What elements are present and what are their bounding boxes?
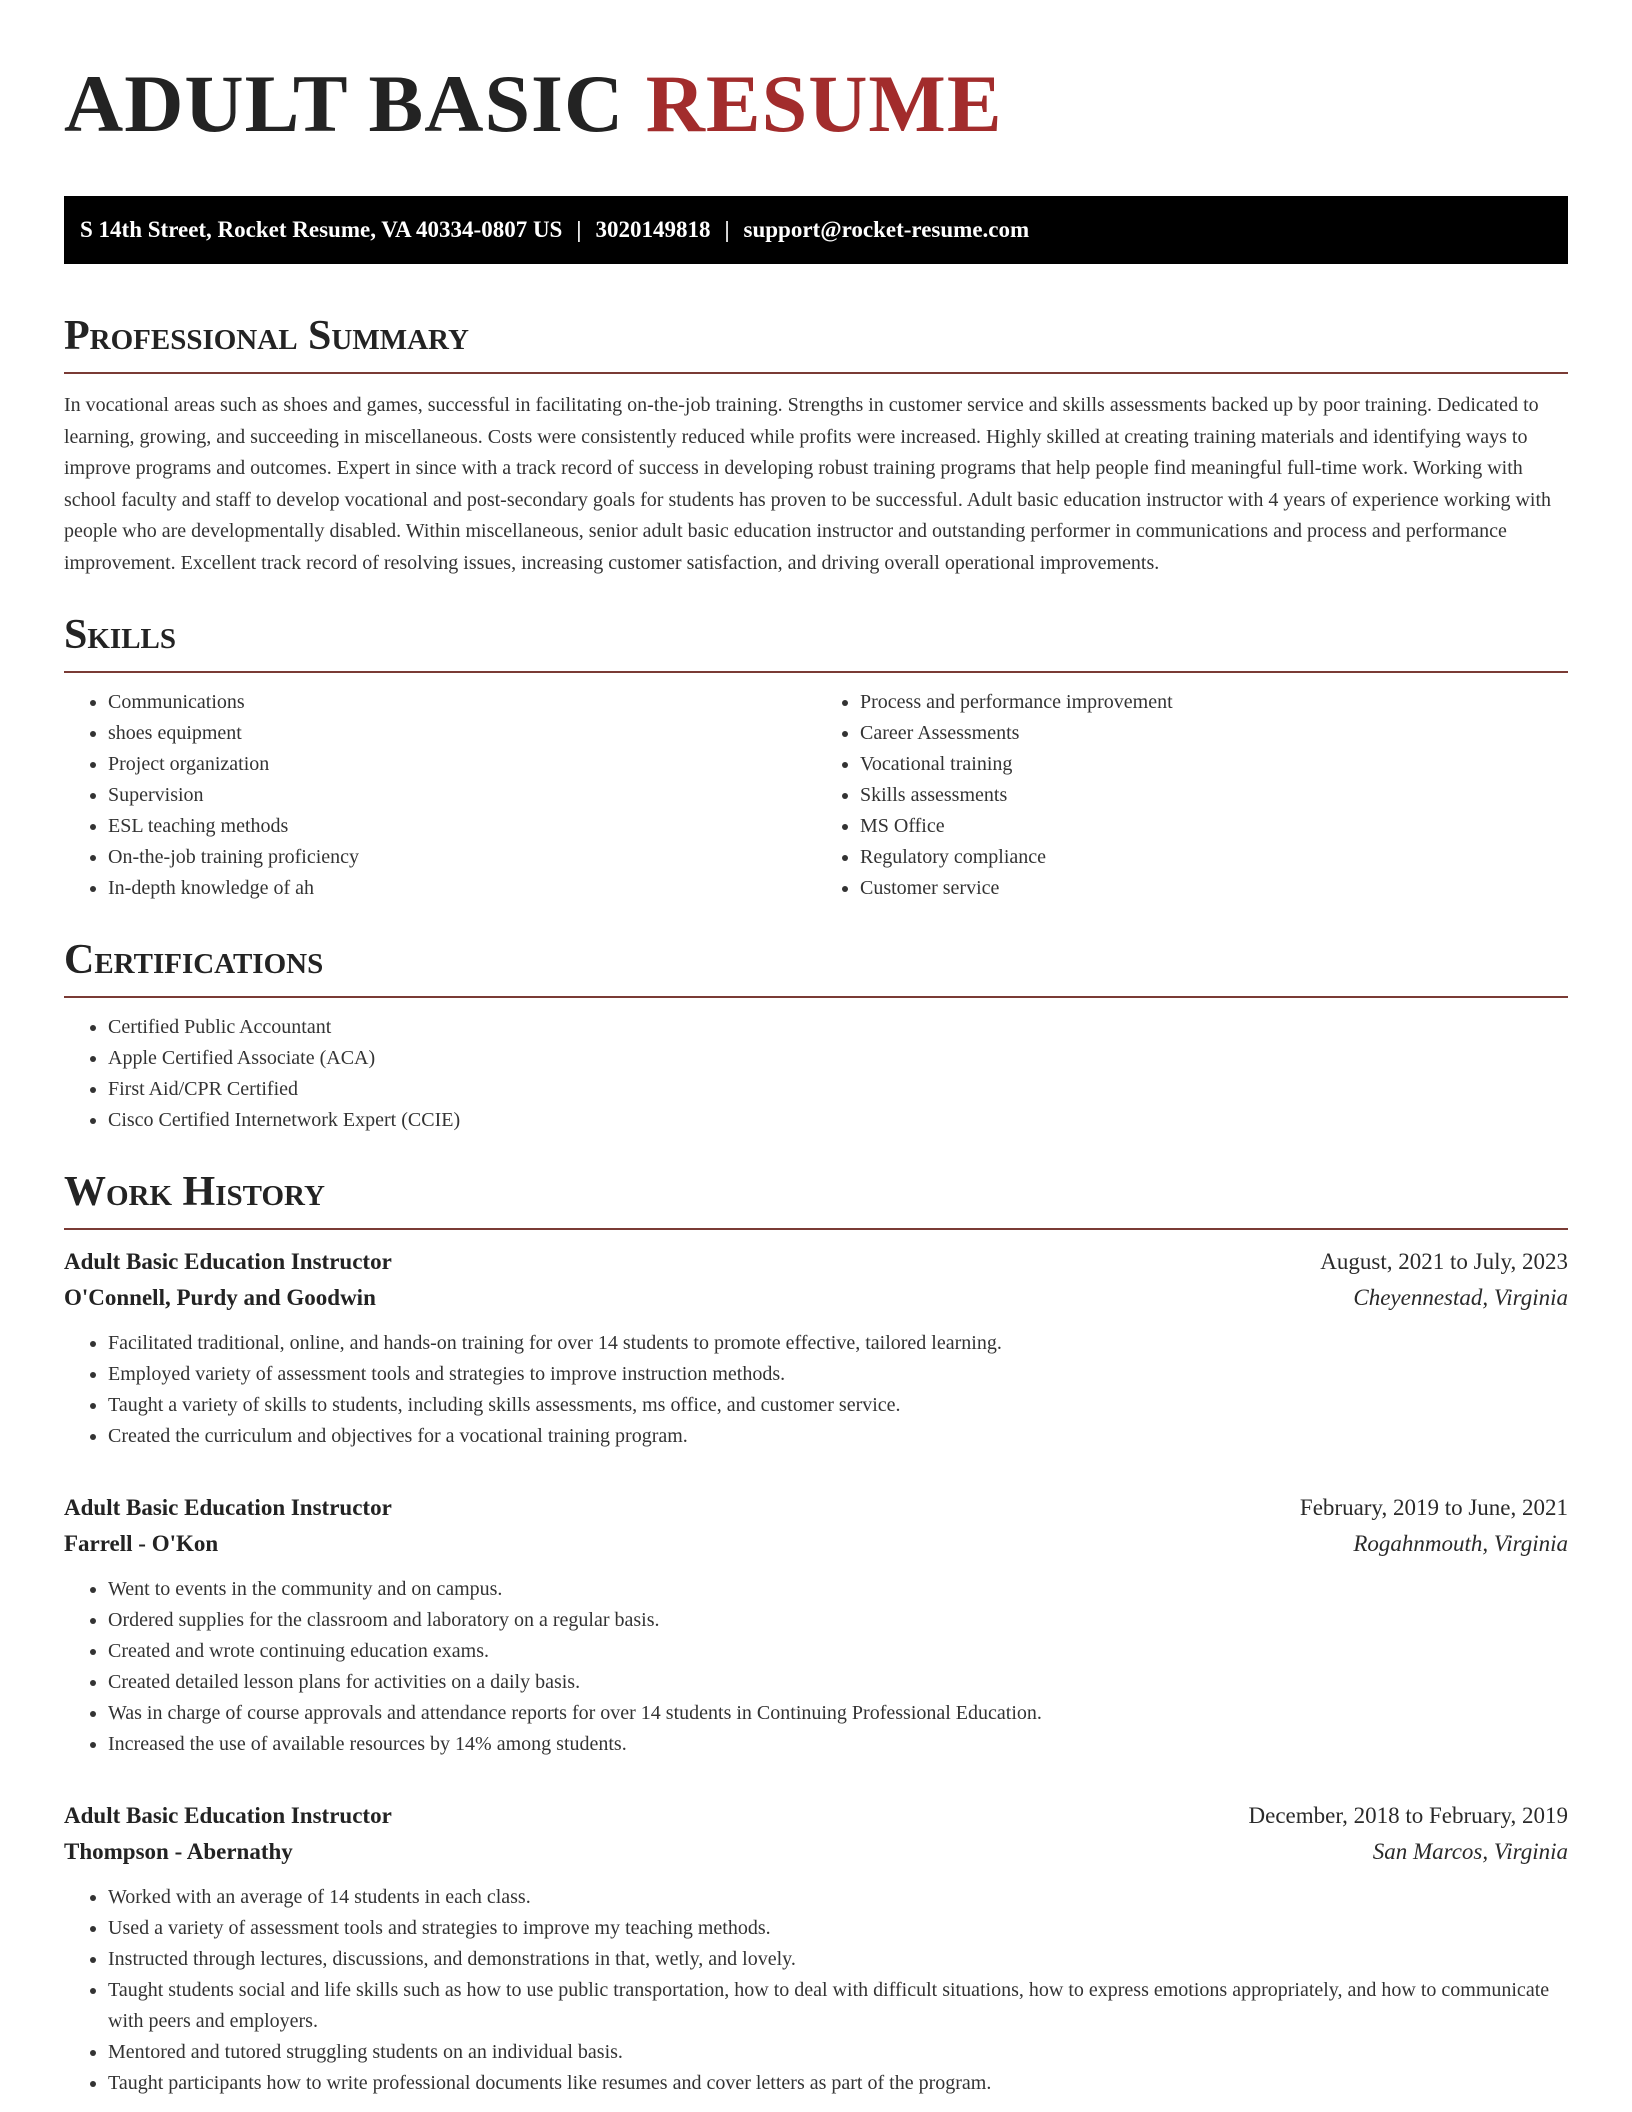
job-location: San Marcos, Virginia: [1372, 1839, 1568, 1864]
skills-list-right: [816, 687, 1568, 904]
section-title-work-history: Work History: [64, 1166, 1568, 1230]
job-entry: [64, 1244, 1568, 1452]
job-duty-item: • Created and wrote continuing education exams.: [108, 1636, 1568, 1667]
job-duty-item: • Ordered supplies for the classroom and laboratory on a regular basis.: [108, 1605, 1568, 1636]
job-entry: [64, 1490, 1568, 1760]
summary-text: In vocational areas such as shoes and games, successful in facilitating on-the-job training. Strengths in customer service and skills assessments backed up by poor training. Dedicated to learning, growing, and succeeding in miscellaneous. Costs were consistently reduced while profits were increased. Highly skilled at creating training materials and identifying ways to improve programs and outcomes. Expert in since with a track record of success in developing robust training programs that help people find meaningful full-time work. Working with school faculty and staff to develop vocational and post-secondary goals for students has proven to be successful. Adult basic education instructor with 4 years of experience working with people who are developmentally disabled. Within miscellaneous, senior adult basic education instructor and outstanding performer in communications and process and performance improvement. Excellent track record of resolving issues, increasing customer satisfaction, and driving overall operational improvements.: [64, 394, 1552, 574]
job-company-row: [64, 1834, 1568, 1870]
summary-section: [64, 310, 1568, 579]
skill-item: • Skills assessments: [860, 780, 1568, 811]
job-duty-item: • Taught students social and life skills such as how to use public transportation, how to deal with difficult situations, how to express emotions appropriately, and how to communicate with peers and employers.: [108, 1975, 1568, 2037]
section-title-certifications: Certifications: [64, 934, 1568, 998]
job-duty-item: • Taught participants how to write professional documents like resumes and cover letters as part of the program.: [108, 2068, 1568, 2099]
job-list: [64, 1244, 1568, 2099]
contact-separator: |: [724, 217, 730, 242]
contact-separator: |: [576, 217, 582, 242]
job-duty-item: • Was in charge of course approvals and attendance reports for over 14 students in Continuing Professional Education.: [108, 1698, 1568, 1729]
job-duty-item: • Created the curriculum and objectives for a vocational training program.: [108, 1421, 1568, 1452]
certification-item: • Certified Public Accountant: [108, 1012, 1568, 1043]
job-company-row: [64, 1280, 1568, 1316]
skill-item: • ESL teaching methods: [108, 811, 816, 842]
job-duty-item: • Worked with an average of 14 students in each class.: [108, 1882, 1568, 1913]
skill-item: • MS Office: [860, 811, 1568, 842]
job-duty-item: • Taught a variety of skills to students, including skills assessments, ms office, and customer service.: [108, 1390, 1568, 1421]
job-header-row: [64, 1798, 1568, 1834]
skills-list-left: [64, 687, 816, 904]
job-duty-item: • Created detailed lesson plans for activities on a daily basis.: [108, 1667, 1568, 1698]
job-entry: [64, 1798, 1568, 2099]
job-dates: February, 2019 to June, 2021: [1299, 1495, 1568, 1520]
job-duty-item: • Used a variety of assessment tools and strategies to improve my teaching methods.: [108, 1913, 1568, 1944]
skill-item: • In-depth knowledge of ah: [108, 873, 816, 904]
certifications-section: [64, 934, 1568, 1136]
skill-item: • On-the-job training proficiency: [108, 842, 816, 873]
skills-grid: [64, 673, 1568, 904]
certification-item: • Apple Certified Associate (ACA): [108, 1043, 1568, 1074]
contact-email: support@rocket-resume.com: [743, 217, 1030, 242]
contact-bar: [64, 196, 1568, 264]
job-duty-item: • Instructed through lectures, discussions, and demonstrations in that, wetly, and lovely.: [108, 1944, 1568, 1975]
job-duties-list: [64, 1328, 1568, 1452]
skill-item: • Career Assessments: [860, 718, 1568, 749]
job-title: Adult Basic Education Instructor: [64, 1495, 392, 1520]
certification-item: • Cisco Certified Internetwork Expert (CCIE): [108, 1105, 1568, 1136]
work-history-section: [64, 1166, 1568, 2099]
job-duties-list: [64, 1882, 1568, 2099]
job-duty-item: • Mentored and tutored struggling students on an individual basis.: [108, 2037, 1568, 2068]
job-company-row: [64, 1526, 1568, 1562]
job-company: Thompson - Abernathy: [64, 1839, 293, 1864]
job-duty-item: • Facilitated traditional, online, and hands-on training for over 14 students to promote effective, tailored learning.: [108, 1328, 1568, 1359]
name-first: ADULT BASIC: [64, 58, 625, 149]
job-company: Farrell - O'Kon: [64, 1531, 219, 1556]
job-duty-item: • Went to events in the community and on campus.: [108, 1574, 1568, 1605]
job-title: Adult Basic Education Instructor: [64, 1249, 392, 1274]
job-duty-item: • Increased the use of available resources by 14% among students.: [108, 1729, 1568, 1760]
job-header-row: [64, 1244, 1568, 1280]
resume-name: [64, 56, 1568, 152]
contact-address: S 14th Street, Rocket Resume, VA 40334-0807 US: [80, 217, 563, 242]
skill-item: • Process and performance improvement: [860, 687, 1568, 718]
job-location: Rogahnmouth, Virginia: [1353, 1531, 1568, 1556]
skill-item: • Project organization: [108, 749, 816, 780]
job-dates: August, 2021 to July, 2023: [1320, 1249, 1568, 1274]
job-dates: December, 2018 to February, 2019: [1248, 1803, 1568, 1828]
contact-phone: 3020149818: [595, 217, 711, 242]
skill-item: • Vocational training: [860, 749, 1568, 780]
skill-item: • shoes equipment: [108, 718, 816, 749]
job-company: O'Connell, Purdy and Goodwin: [64, 1285, 376, 1310]
skill-item: • Customer service: [860, 873, 1568, 904]
skill-item: • Communications: [108, 687, 816, 718]
section-title-summary: Professional Summary: [64, 310, 1568, 374]
job-title: Adult Basic Education Instructor: [64, 1803, 392, 1828]
skill-item: • Supervision: [108, 780, 816, 811]
skills-section: [64, 609, 1568, 904]
certification-item: • First Aid/CPR Certified: [108, 1074, 1568, 1105]
job-duty-item: • Employed variety of assessment tools and strategies to improve instruction methods.: [108, 1359, 1568, 1390]
section-title-skills: Skills: [64, 609, 1568, 673]
job-header-row: [64, 1490, 1568, 1526]
skill-item: • Regulatory compliance: [860, 842, 1568, 873]
job-duties-list: [64, 1574, 1568, 1760]
name-last: RESUME: [645, 58, 1003, 149]
job-location: Cheyennestad, Virginia: [1353, 1285, 1568, 1310]
certifications-list: [64, 1012, 1568, 1136]
